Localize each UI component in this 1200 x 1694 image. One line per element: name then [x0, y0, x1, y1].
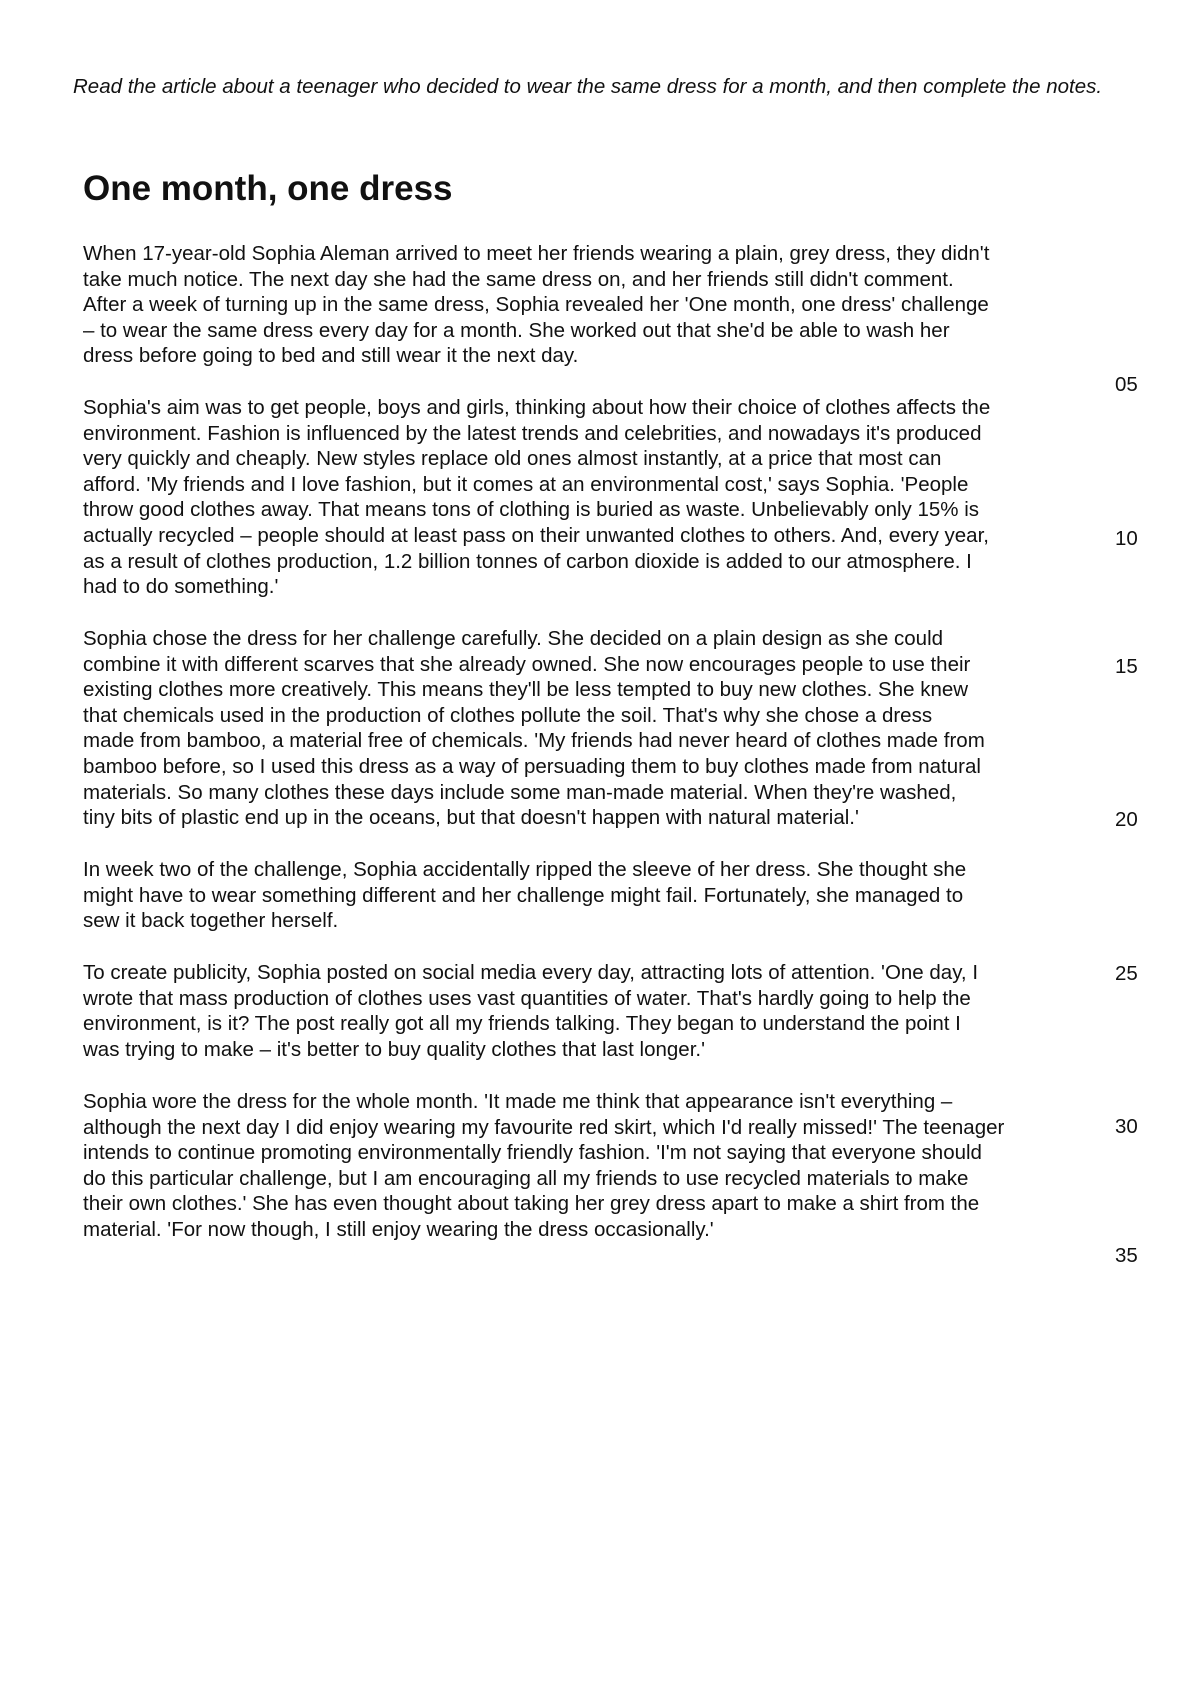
paragraph-5 [83, 960, 978, 1062]
text-line: When 17-year-old Sophia Aleman arrived to meet her friends wearing a plain, grey dress, they didn't [83, 242, 990, 265]
text-line: take much notice. The next day she had the same dress on, and her friends still didn't comment. [83, 267, 954, 291]
text-line: tiny bits of plastic end up in the oceans, but that doesn't happen with natural material.' [83, 806, 859, 830]
text-line: – to wear the same dress every day for a month. She worked out that she'd be able to wash her [83, 318, 950, 342]
text-line: bamboo before, so I used this dress as a way of persuading them to buy clothes made from natural [83, 754, 981, 778]
text-line: dress before going to bed and still wear it the next day. [83, 344, 579, 368]
paragraph-4 [83, 857, 966, 934]
text-line: do this particular challenge, but I am encouraging all my friends to use recycled materials to make [83, 1166, 969, 1190]
text-line: made from bamboo, a material free of chemicals. 'My friends had never heard of clothes made from [83, 729, 985, 753]
article-title: One month, one dress [83, 169, 453, 208]
line-number-35: 35 [1115, 1244, 1138, 1267]
text-line: very quickly and cheaply. New styles replace old ones almost instantly, at a price that most can [83, 447, 942, 471]
text-line: wrote that mass production of clothes uses vast quantities of water. That's hardly going to help the [83, 986, 971, 1010]
text-line: In week two of the challenge, Sophia accidentally ripped the sleeve of her dress. She thought she [83, 858, 967, 881]
text-line: Sophia wore the dress for the whole month. 'It made me think that appearance isn't everything – [83, 1090, 953, 1113]
paragraph-2 [83, 395, 990, 600]
text-line: afford. 'My friends and I love fashion, but it comes at an environmental cost,' says Sophia. 'People [83, 472, 969, 496]
paragraph-6 [83, 1089, 1004, 1243]
paragraph-1 [83, 241, 989, 369]
line-number-10: 10 [1115, 527, 1138, 550]
text-line: After a week of turning up in the same dress, Sophia revealed her 'One month, one dress' challenge [83, 293, 989, 317]
text-line: that chemicals used in the production of clothes pollute the soil. That's why she chose a dress [83, 703, 933, 727]
paragraph-3 [83, 626, 985, 831]
text-line: material. 'For now though, I still enjoy wearing the dress occasionally.' [83, 1217, 714, 1241]
text-line: was trying to make – it's better to buy quality clothes that last longer.' [83, 1037, 706, 1061]
text-line: sew it back together herself. [83, 909, 339, 933]
line-number-20: 20 [1115, 808, 1138, 831]
text-line: Sophia's aim was to get people, boys and girls, thinking about how their choice of clothes affects the [83, 396, 991, 419]
text-line: To create publicity, Sophia posted on social media every day, attracting lots of attention. 'One day, I [83, 961, 979, 984]
line-number-30: 30 [1115, 1115, 1138, 1138]
text-line: might have to wear something different and her challenge might fail. Fortunately, she managed to [83, 883, 964, 907]
text-line: environment. Fashion is influenced by the latest trends and celebrities, and nowadays it's produced [83, 421, 982, 445]
text-line: throw good clothes away. That means tons of clothing is buried as waste. Unbelievably only 15% is [83, 498, 980, 522]
text-line: had to do something.' [83, 575, 279, 599]
text-line: combine it with different scarves that she already owned. She now encourages people to use their [83, 652, 971, 676]
text-line: intends to continue promoting environmentally friendly fashion. 'I'm not saying that everyone should [83, 1141, 982, 1165]
text-line: Sophia chose the dress for her challenge carefully. She decided on a plain design as she could [83, 627, 944, 650]
line-number-25: 25 [1115, 962, 1138, 985]
line-number-05: 05 [1115, 373, 1138, 396]
instruction-text: Read the article about a teenager who decided to wear the same dress for a month, and then complete the notes. [73, 75, 1103, 98]
text-line: existing clothes more creatively. This means they'll be less tempted to buy new clothes. She knew [83, 678, 969, 702]
text-line: actually recycled – people should at least pass on their unwanted clothes to others. And, every year, [83, 523, 989, 547]
text-line: as a result of clothes production, 1.2 billion tonnes of carbon dioxide is added to our atmosphere. I [83, 549, 972, 573]
text-line: their own clothes.' She has even thought about taking her grey dress apart to make a shirt from the [83, 1192, 980, 1216]
text-line: materials. So many clothes these days include some man-made material. When they're washed, [83, 780, 957, 804]
text-line: environment, is it? The post really got all my friends talking. They began to understand the point I [83, 1012, 961, 1036]
text-line: although the next day I did enjoy wearing my favourite red skirt, which I'd really missed!' The teenager [83, 1115, 1005, 1139]
line-number-15: 15 [1115, 655, 1138, 678]
